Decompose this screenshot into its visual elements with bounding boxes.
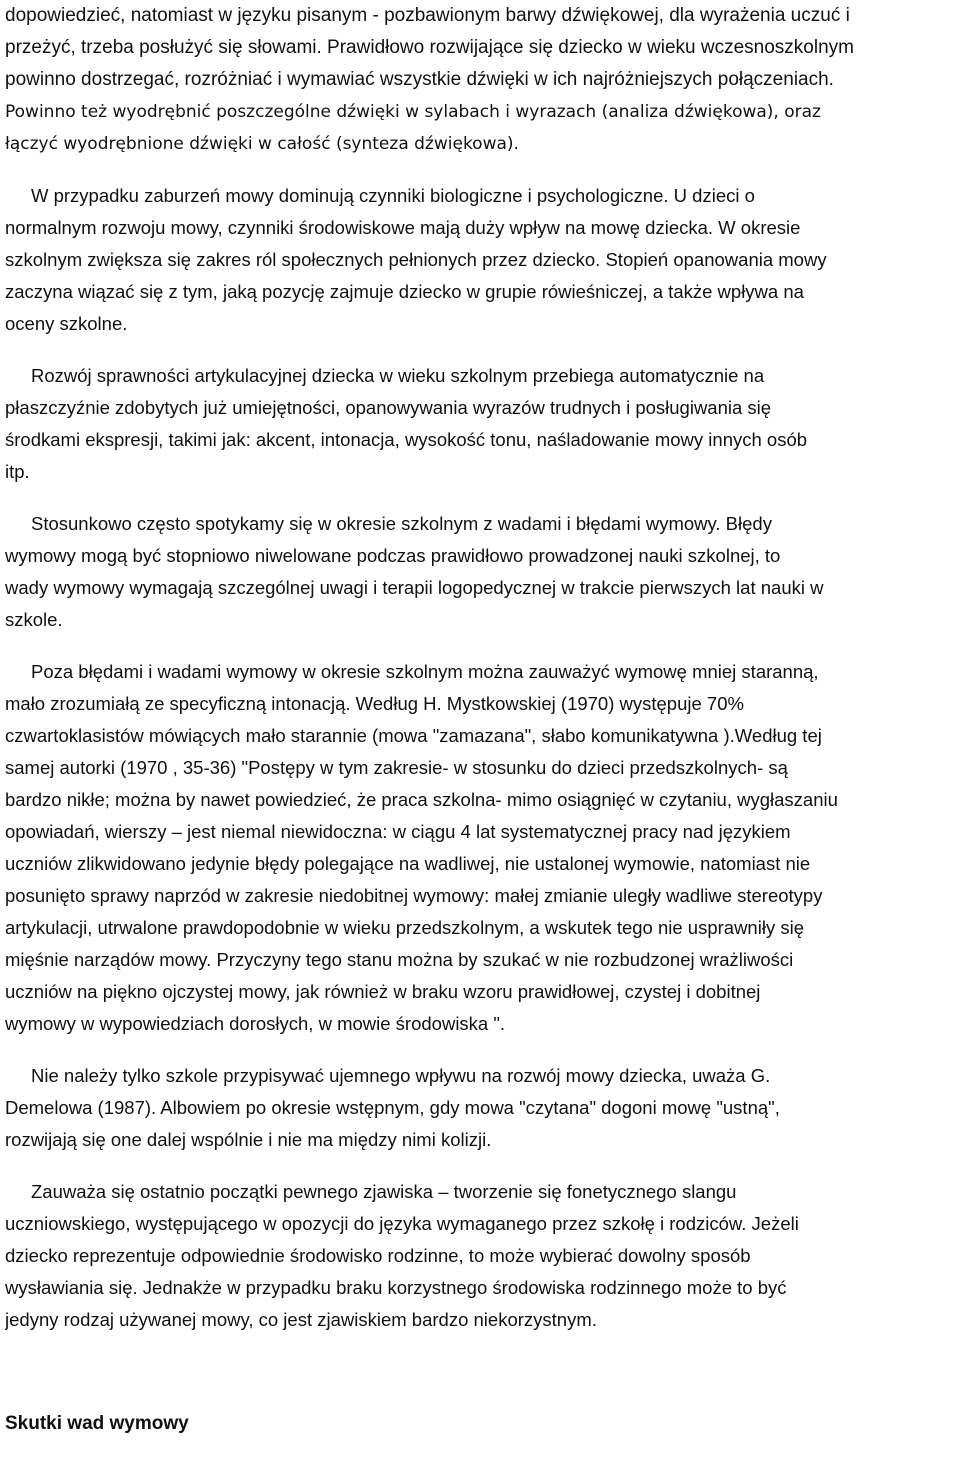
text-line: wymowy mogą być stopniowo niwelowane podczas prawidłowo prowadzonej nauki szkolnej, to <box>5 545 781 566</box>
paragraph-mystkowska <box>5 656 958 1040</box>
text-line: samej autorki (1970 , 35-36) "Postępy w tym zakresie- w stosunku do dzieci przedszkolnych- są <box>5 757 788 778</box>
text-line: W przypadku zaburzeń mowy dominują czynniki biologiczne i psychologiczne. U dzieci o <box>31 185 755 206</box>
paragraph-articulation <box>5 360 958 488</box>
paragraph-spacer <box>5 160 958 180</box>
text-line: wady wymowy wymagają szczególnej uwagi i terapii logopedycznej w trakcie pierwszych lat nauki w <box>5 577 824 598</box>
paragraph-intro <box>5 0 958 160</box>
text-line: Poza błędami i wadami wymowy w okresie szkolnym można zauważyć wymowę mniej staranną, <box>31 661 819 682</box>
text-line: Zauważa się ostatnio początki pewnego zjawiska – tworzenie się fonetycznego slangu <box>31 1181 737 1202</box>
text-line: opowiadań, wierszy – jest niemal niewidoczna: w ciągu 4 lat systematycznej pracy nad językiem <box>5 821 791 842</box>
section-heading: Skutki wad wymowy <box>5 1413 189 1434</box>
text-line: dopowiedzieć, natomiast w języku pisanym - pozbawionym barwy dźwiękowej, dla wyrażenia uczuć i <box>5 5 850 26</box>
paragraph-speech-disorders <box>5 180 958 340</box>
paragraph-spacer <box>5 488 958 508</box>
text-line: powinno dostrzegać, rozróżniać i wymawiać wszystkie dźwięki w ich najróżniejszych połączeniach. <box>5 69 834 90</box>
text-line: Demelowa (1987). Albowiem po okresie wstępnym, gdy mowa "czytana" dogoni mowę "ustną", <box>5 1097 780 1118</box>
text-line: dziecko reprezentuje odpowiednie środowisko rodzinne, to może wybierać dowolny sposób <box>5 1245 751 1266</box>
text-line: środkami ekspresji, takimi jak: akcent, intonacja, wysokość tonu, naśladowanie mowy innych osób <box>5 429 808 450</box>
text-line: uczniów na piękno ojczystej mowy, jak również w braku wzoru prawidłowej, czystej i dobitnej <box>5 981 761 1002</box>
text-line: oceny szkolne. <box>5 313 128 334</box>
text-line: szkole. <box>5 609 63 630</box>
text-line: jedyny rodzaj używanej mowy, co jest zjawiskiem bardzo niekorzystnym. <box>5 1309 597 1330</box>
text-line: łączyć wyodrębnione dźwięki w całość (synteza dźwiękowa). <box>5 134 519 154</box>
paragraph-slang <box>5 1176 958 1336</box>
text-line: czwartoklasistów mówiących mało starannie (mowa "zamazana", słabo komunikatywna ).Według tej <box>5 725 822 746</box>
text-line: Powinno też wyodrębnić poszczególne dźwięki w sylabach i wyrazach (analiza dźwiękowa), oraz <box>5 102 821 122</box>
text-line: mało zrozumiałą ze specyficzną intonacją. Według H. Mystkowskiej (1970) występuje 70% <box>5 693 744 714</box>
paragraph-spacer <box>5 636 958 656</box>
text-line: normalnym rozwoju mowy, czynniki środowiskowe mają duży wpływ na mowę dziecka. W okresie <box>5 217 801 238</box>
text-line: rozwijają się one dalej wspólnie i nie ma między nimi kolizji. <box>5 1129 492 1150</box>
text-line: uczniowskiego, występującego w opozycji do języka wymaganego przez szkołę i rodziców. Jeżeli <box>5 1213 799 1234</box>
text-line: bardzo nikłe; można by nawet powiedzieć, że praca szkolna- mimo osiągnięć w czytaniu, wygłaszaniu <box>5 789 838 810</box>
paragraph-spacer <box>5 1156 958 1176</box>
text-line: artykulacji, utrwalone prawdopodobnie w wieku przedszkolnym, a wskutek tego nie usprawniły się <box>5 917 804 938</box>
text-line: uczniów zlikwidowano jedynie błędy polegające na wadliwej, nie ustalonej wymowie, natomiast nie <box>5 853 811 874</box>
text-line: posunięto sprawy naprzód w zakresie niedobitnej wymowy: małej zmianie uległy wadliwe stereotypy <box>5 885 823 906</box>
text-line: płaszczyźnie zdobytych już umiejętności, opanowywania wyrazów trudnych i posługiwania się <box>5 397 772 418</box>
text-line: itp. <box>5 461 30 482</box>
paragraph-demelowa <box>5 1060 958 1156</box>
text-line: Stosunkowo często spotykamy się w okresie szkolnym z wadami i błędami wymowy. Błędy <box>31 513 772 534</box>
paragraph-spacer <box>5 1040 958 1060</box>
text-line: Nie należy tylko szkole przypisywać ujemnego wpływu na rozwój mowy dziecka, uważa G. <box>31 1065 771 1086</box>
text-line: zaczyna wiązać się z tym, jaką pozycję zajmuje dziecko w grupie rówieśniczej, a także wpływa na <box>5 281 804 302</box>
section-spacer <box>5 1336 958 1408</box>
text-line: wymowy w wypowiedziach dorosłych, w mowie środowiska ". <box>5 1013 506 1034</box>
text-line: szkolnym zwiększa się zakres ról społecznych pełnionych przez dziecko. Stopień opanowania mowy <box>5 249 827 270</box>
paragraph-spacer <box>5 340 958 360</box>
text-line: Rozwój sprawności artykulacyjnej dziecka w wieku szkolnym przebiega automatycznie na <box>31 365 765 386</box>
text-line: wysławiania się. Jednakże w przypadku braku korzystnego środowiska rodzinnego może to być <box>5 1277 787 1298</box>
text-line: przeżyć, trzeba posłużyć się słowami. Prawidłowo rozwijające się dziecko w wieku wczesnoszkolnym <box>5 37 854 58</box>
text-line: mięśnie narządów mowy. Przyczyny tego stanu można by szukać w nie rozbudzonej wrażliwości <box>5 949 794 970</box>
paragraph-speech-defects <box>5 508 958 636</box>
